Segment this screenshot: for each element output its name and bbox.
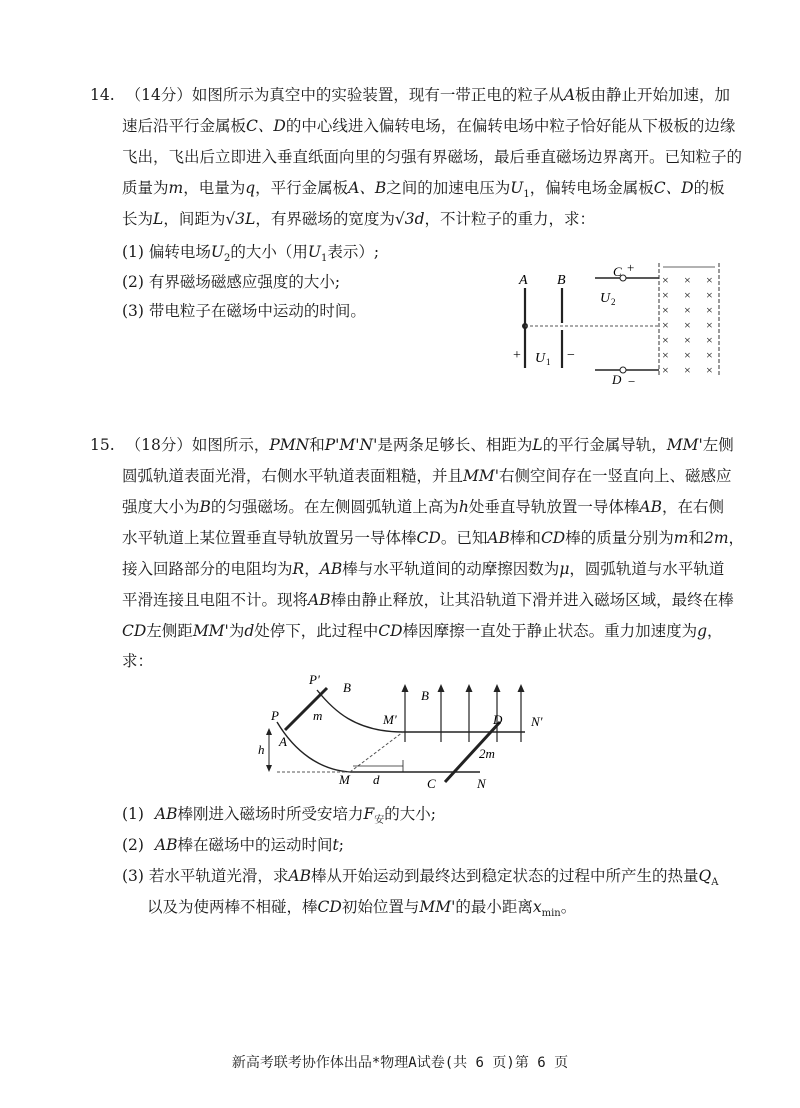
- label-Np: N': [531, 714, 543, 729]
- q14-subquestion-3: (3) 带电粒子在磁场中运动的时间。: [122, 302, 366, 320]
- text: 的大小（用: [230, 243, 308, 261]
- q15-subquestion-2: [122, 835, 344, 855]
- symbol: A、B: [348, 179, 387, 197]
- subscript: min: [541, 908, 561, 920]
- symbol: m: [673, 529, 689, 547]
- field-cross: ×: [662, 333, 669, 347]
- text: 。: [560, 898, 577, 916]
- text: ，: [728, 529, 745, 547]
- label-A: A: [279, 734, 287, 749]
- field-cross: ×: [662, 318, 669, 332]
- text: ，圆弧轨道与水平轨道: [569, 560, 725, 578]
- text: 处停下，此过程中: [254, 622, 379, 640]
- text: 的板: [693, 179, 725, 197]
- symbol: MM': [463, 467, 500, 485]
- q14-line-2: [122, 116, 735, 136]
- q15-subquestion-1: [122, 804, 436, 831]
- field-cross: ×: [706, 348, 713, 362]
- field-cross: ×: [662, 303, 669, 317]
- symbol: CD: [317, 898, 342, 916]
- q14-figure: [505, 258, 735, 393]
- q14-points: （14分）: [125, 86, 192, 104]
- q14-line-5: [122, 209, 595, 229]
- text: 速后沿平行金属板: [122, 117, 247, 135]
- text: 棒和: [509, 529, 541, 547]
- symbol: AB: [154, 836, 178, 854]
- text: 和: [309, 436, 325, 454]
- symbol: PMN: [269, 436, 310, 454]
- label-field-B: B: [421, 688, 429, 703]
- field-arrowhead: [494, 684, 501, 692]
- q14-line-3: 飞出，飞出后立即进入垂直纸面向里的匀强有界磁场，最后垂直磁场边界离开。已知粒子的: [122, 148, 743, 166]
- text: 圆弧轨道表面光滑，右侧水平轨道表面粗糙，并且: [122, 467, 464, 485]
- field-arrowhead: [402, 684, 409, 692]
- text: 质量为: [122, 179, 169, 197]
- text: 和: [688, 529, 704, 547]
- text: 接入回路部分的电阻均为: [122, 560, 293, 578]
- field-cross: ×: [684, 333, 691, 347]
- symbol: CD: [122, 622, 147, 640]
- text: 棒刚进入磁场时所受安培力: [177, 805, 364, 823]
- q15-line-2: [122, 466, 732, 486]
- text: (3) 若水平轨道光滑，求: [122, 867, 289, 885]
- text: 为: [228, 622, 245, 640]
- text: 棒在磁场中的运动时间: [177, 836, 333, 854]
- symbol: d: [244, 622, 255, 640]
- q14-line-4: [122, 178, 725, 205]
- text: ，不计粒子的重力，求：: [424, 210, 596, 228]
- plate-B: [535, 273, 575, 368]
- height-arrow-up: [266, 728, 272, 735]
- q15-figure: [255, 672, 555, 792]
- label-A: A: [519, 273, 528, 288]
- plate-C: [595, 260, 659, 307]
- text: 棒从开始运动到最终达到稳定状态的过程中所产生的热量: [310, 867, 699, 885]
- q15-line-4: [122, 528, 744, 548]
- text: ，间距为: [163, 210, 226, 228]
- text: (1): [122, 805, 144, 823]
- symbol: CD: [416, 529, 441, 547]
- text: 以及为使两棒不相碰，棒: [147, 898, 318, 916]
- field-cross: ×: [662, 288, 669, 302]
- text: 右侧空间存在一竖直向上、磁感应: [499, 467, 732, 485]
- symbol: √3L: [225, 210, 256, 228]
- symbol: R: [292, 560, 305, 578]
- label-h: h: [258, 742, 265, 757]
- field-cross: ×: [706, 363, 713, 377]
- text: 棒由静止释放，让其沿轨道下滑并进入磁场区域，最终在棒: [330, 591, 734, 609]
- label-U1: U: [535, 351, 546, 366]
- text: 处垂直导轨放置一导体棒: [468, 498, 640, 516]
- q14-subquestion-1: [122, 242, 379, 269]
- q15-line-1: [90, 435, 734, 455]
- q15-line-8: 求：: [122, 652, 154, 670]
- symbol: MM': [666, 436, 703, 454]
- text: 初始位置与: [341, 898, 420, 916]
- text: 的中心线进入偏转电场，在偏转电场中粒子恰好能从下极板的边缘: [285, 117, 736, 135]
- label-D: D: [493, 712, 503, 727]
- text: 长为: [122, 210, 154, 228]
- symbol: P'M'N': [324, 436, 378, 454]
- q15-line-5: [122, 559, 724, 579]
- label-mass-2m: 2m: [479, 746, 495, 761]
- symbol: √3d: [394, 210, 425, 228]
- text: (2): [122, 836, 144, 854]
- symbol: Q: [698, 867, 712, 885]
- text: 的平行金属导轨，: [542, 436, 667, 454]
- subscript: A: [711, 877, 719, 889]
- text: ，平行金属板: [255, 179, 349, 197]
- label-d: d: [373, 772, 380, 787]
- text: (1) 偏转电场: [122, 243, 211, 261]
- symbol: F: [363, 805, 375, 823]
- symbol: CD: [378, 622, 403, 640]
- height-arrow-down: [266, 765, 272, 772]
- text: 强度大小为: [122, 498, 200, 516]
- symbol: MM': [419, 898, 456, 916]
- text: 的匀强磁场。在左侧圆弧轨道上高为: [210, 498, 459, 516]
- label-C: C: [613, 264, 622, 279]
- text: ，电量为: [183, 179, 246, 197]
- subscript: 安: [374, 815, 385, 827]
- field-cross: ×: [706, 318, 713, 332]
- label-N: N: [477, 776, 486, 791]
- q15-line-6: [122, 590, 734, 610]
- symbol: AB: [288, 867, 311, 885]
- text: 棒的质量分别为: [565, 529, 674, 547]
- text: ;: [338, 836, 344, 854]
- q15-line-7: [122, 621, 723, 641]
- q14-line-1: [90, 85, 730, 105]
- symbol: L: [532, 436, 543, 454]
- label-C: C: [427, 776, 436, 791]
- label-B: B: [557, 273, 566, 288]
- text: 左侧距: [146, 622, 193, 640]
- symbol: μ: [559, 560, 570, 578]
- field-cross: ×: [684, 288, 691, 302]
- symbol: AB: [487, 529, 510, 547]
- label-Pp: P': [309, 672, 320, 687]
- subscript: 1: [320, 253, 328, 265]
- symbol: U: [210, 243, 224, 261]
- q15-number: 15.: [90, 436, 115, 454]
- symbol: t: [332, 836, 339, 854]
- text: ，有界磁场的宽度为: [255, 210, 395, 228]
- text: 棒因摩擦一直处于静止状态。重力加速度为: [402, 622, 698, 640]
- field-cross: ×: [706, 273, 713, 287]
- text: 平滑连接且电阻不计。现将: [122, 591, 309, 609]
- label-plus-A: +: [513, 348, 521, 363]
- field-cross: ×: [706, 333, 713, 347]
- field-arrows: [402, 684, 525, 742]
- symbol: g: [697, 622, 708, 640]
- label-M: M: [339, 772, 350, 787]
- label-D: D: [612, 372, 622, 387]
- symbol: AB: [154, 805, 178, 823]
- field-arrowhead: [438, 684, 445, 692]
- label-P: P: [271, 708, 279, 723]
- symbol: AB: [639, 498, 663, 516]
- magnetic-field-region: [659, 263, 719, 377]
- symbol: C、D: [653, 179, 694, 197]
- symbol: AB: [319, 560, 343, 578]
- label-Mp: M': [383, 712, 397, 727]
- field-arrowhead: [518, 684, 525, 692]
- rail-near-arc: [277, 722, 350, 772]
- field-cross: ×: [684, 303, 691, 317]
- text: ，: [304, 560, 320, 578]
- symbol: MM': [192, 622, 229, 640]
- symbol: 2m: [703, 529, 729, 547]
- page-footer: 新高考联考协作体出品*物理A试卷(共 6 页)第 6 页: [231, 1055, 569, 1071]
- text: ，在右侧: [662, 498, 725, 516]
- symbol: AB: [308, 591, 331, 609]
- text: 的最小距离: [455, 898, 533, 916]
- field-cross: ×: [662, 348, 669, 362]
- label-U1-sub: 1: [546, 357, 551, 367]
- field-crosses: [662, 273, 713, 377]
- q15-subquestion-3: [122, 866, 718, 893]
- text: 表示）;: [327, 243, 380, 261]
- text: 如图所示，: [191, 436, 270, 454]
- symbol: U: [307, 243, 321, 261]
- field-cross: ×: [706, 288, 713, 302]
- q15-subquestion-3-cont: [147, 897, 576, 924]
- symbol: C、D: [246, 117, 286, 135]
- symbol: q: [245, 179, 256, 197]
- field-cross: ×: [684, 348, 691, 362]
- symbol: L: [153, 210, 164, 228]
- label-rod-B: B: [343, 680, 351, 695]
- text: 如图所示为真空中的实验装置，现有一带正电的粒子从: [191, 86, 564, 104]
- subscript: 1: [523, 189, 530, 201]
- plate-A: [513, 273, 528, 368]
- text: 水平轨道上某位置垂直导轨放置另一导体棒: [122, 529, 417, 547]
- label-minus-D: −: [628, 374, 636, 389]
- label-minus-B: −: [567, 348, 575, 363]
- q15-line-3: [122, 497, 724, 517]
- field-cross: ×: [662, 273, 669, 287]
- text: 之间的加速电压为: [386, 179, 511, 197]
- text: 棒与水平轨道间的动摩擦因数为: [342, 560, 560, 578]
- q14-number: 14.: [90, 86, 115, 104]
- text: 的大小;: [384, 805, 437, 823]
- label-U2-sub: 2: [611, 297, 616, 307]
- symbol: m: [168, 179, 184, 197]
- q14-subquestion-2: (2) 有界磁场磁感应强度的大小;: [122, 273, 341, 291]
- symbol: A: [563, 86, 576, 104]
- field-cross: ×: [662, 363, 669, 377]
- symbol: B: [199, 498, 211, 516]
- plate-D: [595, 367, 659, 389]
- field-cross: ×: [706, 303, 713, 317]
- text: 板由静止开始加速，加: [575, 86, 731, 104]
- q15-points: （18分）: [125, 436, 192, 454]
- label-mass-m: m: [313, 708, 323, 723]
- text: ，偏转电场金属板: [529, 179, 654, 197]
- field-cross: ×: [684, 363, 691, 377]
- label-plus-C: +: [627, 260, 635, 275]
- text: 左侧: [702, 436, 734, 454]
- text: 。已知: [440, 529, 488, 547]
- field-arrowhead: [466, 684, 473, 692]
- symbol: h: [458, 498, 469, 516]
- symbol: U: [510, 179, 524, 197]
- text: 是两条足够长、相距为: [377, 436, 533, 454]
- label-U2: U: [600, 291, 611, 306]
- symbol: x: [532, 898, 542, 916]
- field-cross: ×: [684, 318, 691, 332]
- text: ，: [707, 622, 723, 640]
- subscript: 2: [223, 253, 231, 265]
- field-cross: ×: [684, 273, 691, 287]
- symbol: CD: [540, 529, 566, 547]
